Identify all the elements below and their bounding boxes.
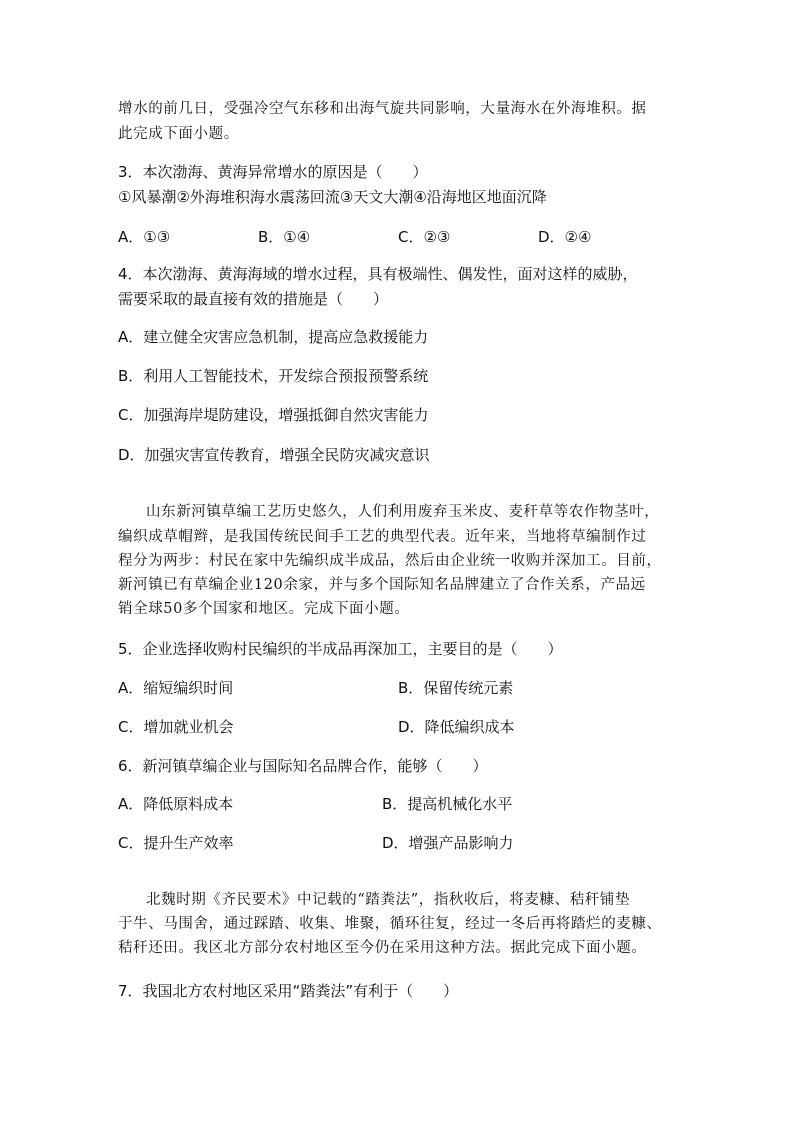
question-7-stem: 7．我国北方农村地区采用“踏粪法”有利于（ ） — [118, 982, 459, 1000]
question-5-option-d: D．降低编织成本 — [398, 718, 515, 736]
question-4-option-d: D．加强灾害宣传教育，增强全民防灾减灾意识 — [118, 446, 430, 464]
question-4-option-c: C．加强海岸堤防建设，增强抵御自然灾害能力 — [118, 406, 429, 424]
question-4-option-b: B．利用人工智能技术，开发综合预报预警系统 — [118, 367, 429, 385]
passage3-line2: 于牛、马围舍，通过踩踏、收集、堆聚，循环往复，经过一冬后再将踏烂的麦糠、 — [118, 916, 662, 932]
question-6-option-b: B．提高机械化水平 — [382, 795, 513, 813]
passage3-line1: 北魏时期《齐民要术》中记载的“踏粪法”，指秋收后，将麦糠、秸秆铺垫 — [146, 892, 631, 908]
question-3-stem: 3．本次渤海、黄海异常增水的原因是（ ） — [118, 163, 428, 181]
question-6-stem: 6．新河镇草编企业与国际知名品牌合作，能够（ ） — [118, 757, 488, 775]
question-6-option-c: C．提升生产效率 — [118, 834, 234, 852]
passage1-line1: 增水的前几日，受强冷空气东移和出海气旋共同影响，大量海水在外海堆积。据 — [118, 101, 647, 117]
question-5-option-c: C．增加就业机会 — [118, 718, 234, 736]
passage2-line5: 销全球50多个国家和地区。完成下面小题。 — [118, 601, 410, 617]
question-6-option-d: D．增强产品影响力 — [382, 834, 514, 852]
question-4-stem-line2: 需要采取的最直接有效的措施是（ ） — [118, 290, 389, 308]
question-6-option-a: A．降低原料成本 — [118, 795, 234, 813]
passage2-line2: 编织成草帽辫，是我国传统民间手工艺的典型代表。近年来，当地将草编制作过 — [118, 529, 647, 545]
passage3-line3: 秸秆还田。我区北方部分农村地区至今仍在采用这种方法。据此完成下面小题。 — [118, 940, 647, 956]
question-4-stem-line1: 4．本次渤海、黄海海域的增水过程，具有极端性、偶发性，面对这样的威胁， — [118, 265, 638, 283]
question-3-option-d: D．②④ — [538, 228, 592, 246]
question-3-option-a: A．①③ — [118, 228, 171, 246]
question-3-option-c: C．②③ — [398, 228, 451, 246]
question-5-option-a: A．缩短编织时间 — [118, 679, 234, 697]
question-4-option-a: A．建立健全灾害应急机制，提高应急救援能力 — [118, 328, 429, 346]
passage2-line4: 新河镇已有草编企业120余家，并与多个国际知名品牌建立了合作关系，产品远 — [118, 577, 646, 593]
question-5-stem: 5．企业选择收购村民编织的半成品再深加工，主要目的是（ ） — [118, 640, 563, 658]
question-3-option-b: B．①④ — [258, 228, 311, 246]
question-3-items: ①风暴潮②外海堆积海水震荡回流③天文大潮④沿海地区地面沉降 — [118, 188, 547, 206]
question-5-option-b: B．保留传统元素 — [398, 679, 514, 697]
passage2-line1: 山东新河镇草编工艺历史悠久，人们利用废弃玉米皮、麦秆草等农作物茎叶， — [146, 504, 660, 520]
passage2-line3: 程分为两步：村民在家中先编织成半成品，然后由企业统一收购并深加工。目前， — [118, 553, 662, 569]
passage1-line2: 此完成下面小题。 — [118, 126, 239, 142]
